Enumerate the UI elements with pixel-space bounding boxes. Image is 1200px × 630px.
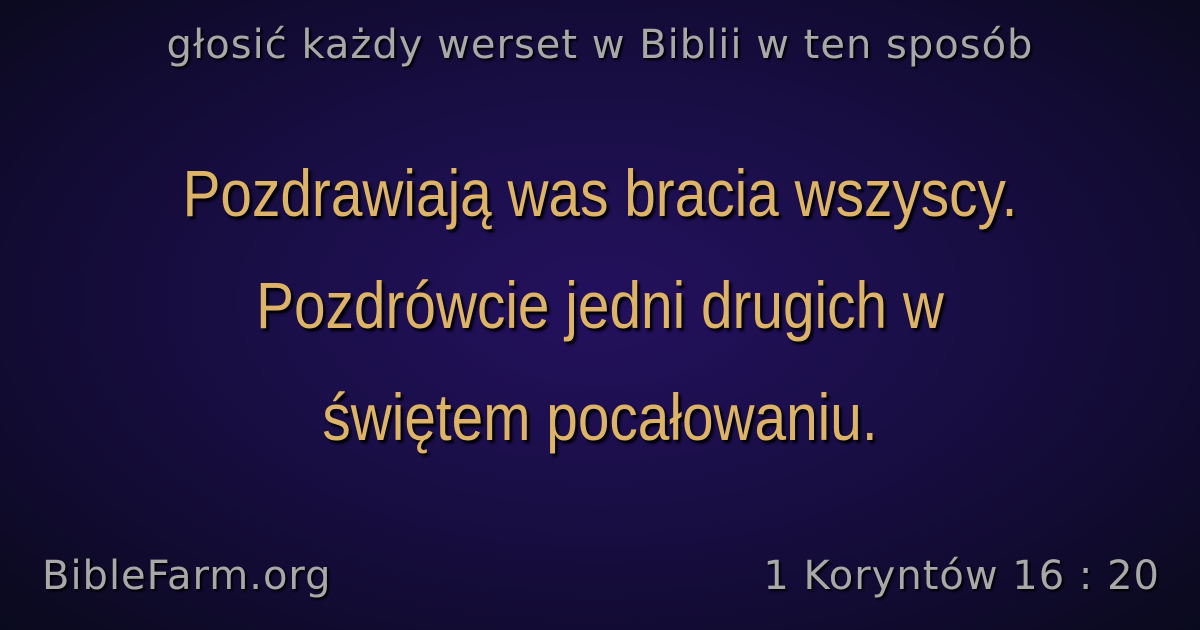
verse-line-3: świętem pocałowaniu. — [322, 380, 878, 454]
verse-reference: 1 Koryntów 16 : 20 — [763, 553, 1160, 599]
site-name: BibleFarm.org — [42, 553, 332, 599]
verse-text — [118, 137, 1081, 473]
tagline: głosić każdy werset w Biblii w ten sposób — [166, 22, 1034, 68]
verse-line-1: Pozdrawiają was bracia wszyscy. — [182, 156, 1018, 230]
verse-line-2: Pozdrówcie jedni drugich w — [256, 268, 944, 342]
